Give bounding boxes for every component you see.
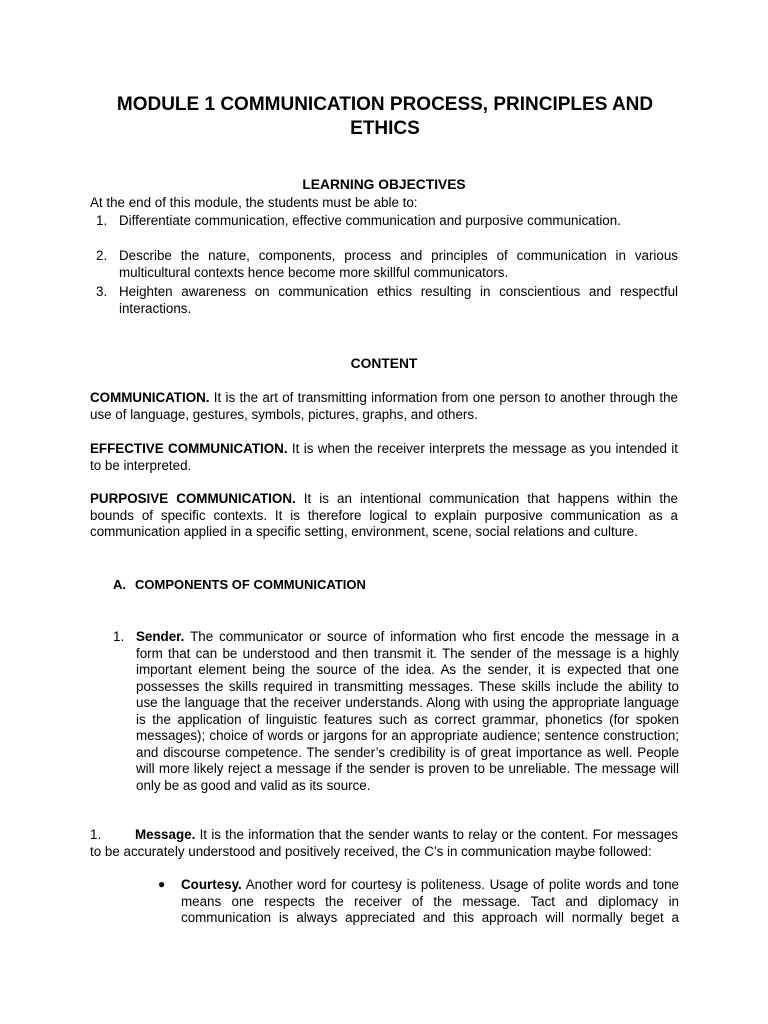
definition-text: It is the art of transmitting information from one person to another through the use of language, gestures, symbols, pictures, graphs, and others.	[90, 390, 678, 422]
definition-communication	[90, 390, 678, 423]
objectives-heading: LEARNING OBJECTIVES	[302, 177, 466, 192]
courtesy-description: Another word for courtesy is politeness. Usage of polite words and tone means one respects the receiver of the message. Tact and diplomacy in communication is always appreciated and this approach will normally beget a	[181, 877, 679, 925]
objective-item	[90, 284, 678, 317]
definition-text: It is an intentional communication that happens within the bounds of specific contexts. It is therefore logical to explain purposive communication as a communication applied in a specific setting, environment, scene, social relations and culture.	[90, 491, 678, 539]
objective-number: 3.	[96, 284, 108, 299]
component-description: The communicator or source of information who first encode the message in a form that can be understood and then transmit it. The sender of the message is a highly important element being the source of the idea. As the sender, it is expected that one possesses the skills required in transmitting messages. These skills include the ability to use the language that the receiver understands. Along with using the appropriate language is the application of linguistic features such as correct grammar, phonetics (for spoken messages); choice of words or jargons for an appropriate audience; sentence construction; and discourse competence. The sender’s credibility is of great importance as well. People will more likely reject a message if the sender is proven to be unreliable. The message will only be as good and valid as its source.	[136, 629, 679, 793]
definition-text: It is when the receiver interprets the message as you intended it to be interpreted.	[90, 441, 678, 473]
page-title: MODULE 1 COMMUNICATION PROCESS, PRINCIPLES AND ETHICS	[116, 94, 654, 139]
courtesy-text	[181, 877, 679, 927]
bullet-icon: ●	[158, 877, 166, 891]
objective-text: Describe the nature, components, process and principles of communication in various multicultural contexts hence become more skillful communicators.	[119, 248, 678, 280]
content-heading: CONTENT	[350, 356, 418, 371]
definition-effective-communication	[90, 441, 678, 474]
definition-purposive-communication	[90, 491, 678, 541]
component-message	[90, 827, 678, 860]
definition-term: PURPOSIVE COMMUNICATION.	[90, 491, 296, 506]
component-number: 1.	[90, 827, 102, 842]
objective-number: 1.	[96, 213, 108, 228]
objectives-intro: At the end of this module, the students must be able to:	[90, 195, 418, 210]
component-term: Message.	[135, 827, 196, 842]
section-heading-components	[113, 577, 366, 594]
objective-item	[90, 248, 678, 281]
courtesy-term: Courtesy.	[181, 877, 242, 892]
objective-number: 2.	[96, 248, 108, 263]
section-label: A.	[113, 577, 126, 592]
objective-text: Heighten awareness on communication ethics resulting in conscientious and respectful interactions.	[119, 284, 678, 316]
objective-text: Differentiate communication, effective communication and purposive communication.	[119, 213, 621, 228]
definition-term: EFFECTIVE COMMUNICATION.	[90, 441, 288, 456]
definition-term: COMMUNICATION.	[90, 390, 210, 405]
courtesy-bullet-item	[158, 877, 679, 927]
objective-item	[90, 213, 678, 230]
component-sender	[113, 629, 679, 794]
component-description: It is the information that the sender wants to relay or the content. For messages to be accurately understood and positively received, the C’s in communication maybe followed:	[90, 827, 678, 859]
section-title: COMPONENTS OF COMMUNICATION	[135, 577, 366, 592]
component-text	[136, 629, 679, 794]
component-number: 1.	[113, 629, 125, 644]
component-term: Sender.	[136, 629, 185, 644]
